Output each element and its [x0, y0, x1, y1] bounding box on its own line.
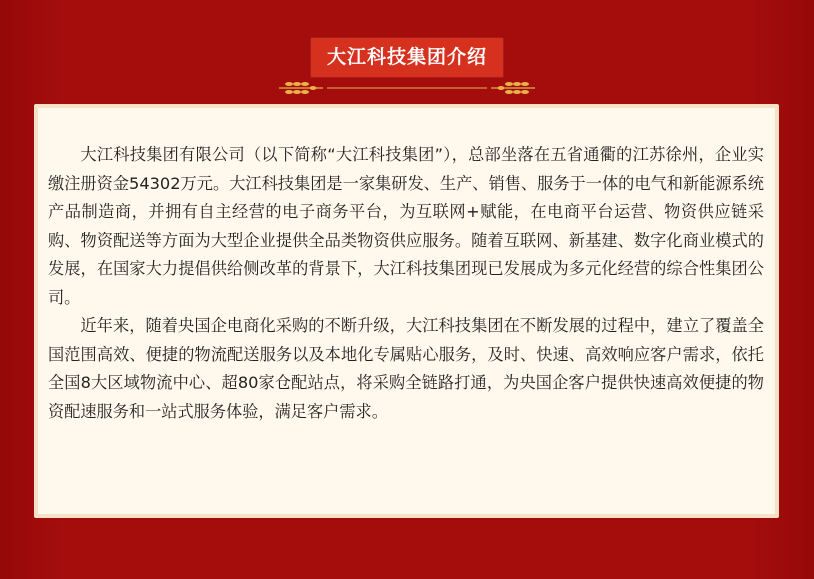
intro-text — [48, 141, 764, 426]
wheat-right-icon — [491, 82, 535, 94]
intro-paragraph-2: 近年来，随着央国企电商化采购的不断升级，大江科技集团在不断发展的过程中，建立了覆盖全国范围高效、便捷的物流配送服务以及本地化专属贴心服务，及时、快速、高效响应客户需求，依托全国8大区域物流中心、超80家仓配站点，将采购全链路打通，为央国企客户提供快速高效便捷的物资配速服务和一站式服务体验，满足客户需求。 — [48, 316, 764, 421]
title-wrapper — [0, 38, 814, 77]
intro-paragraph-1: 大江科技集团有限公司（以下简称“大江科技集团”），总部坐落在五省通衢的江苏徐州，企业实缴注册资金54302万元。大江科技集团是一家集研发、生产、销售、服务于一体的电气和新能源系统产品制造商，并拥有自主经营的电子商务平台，为互联网+赋能，在电商平台运营、物资供应链采购、物资配送等方面为大型企业提供全品类物资供应服务。随着互联网、新基建、数字化商业模式的发展，在国家大力提倡供给侧改革的背景下，大江科技集团现已发展成为多元化经营的综合性集团公司。 — [48, 145, 764, 307]
page-title: 大江科技集团介绍 — [311, 38, 503, 77]
wheat-left-icon — [279, 82, 323, 94]
title-ornament — [277, 78, 537, 96]
